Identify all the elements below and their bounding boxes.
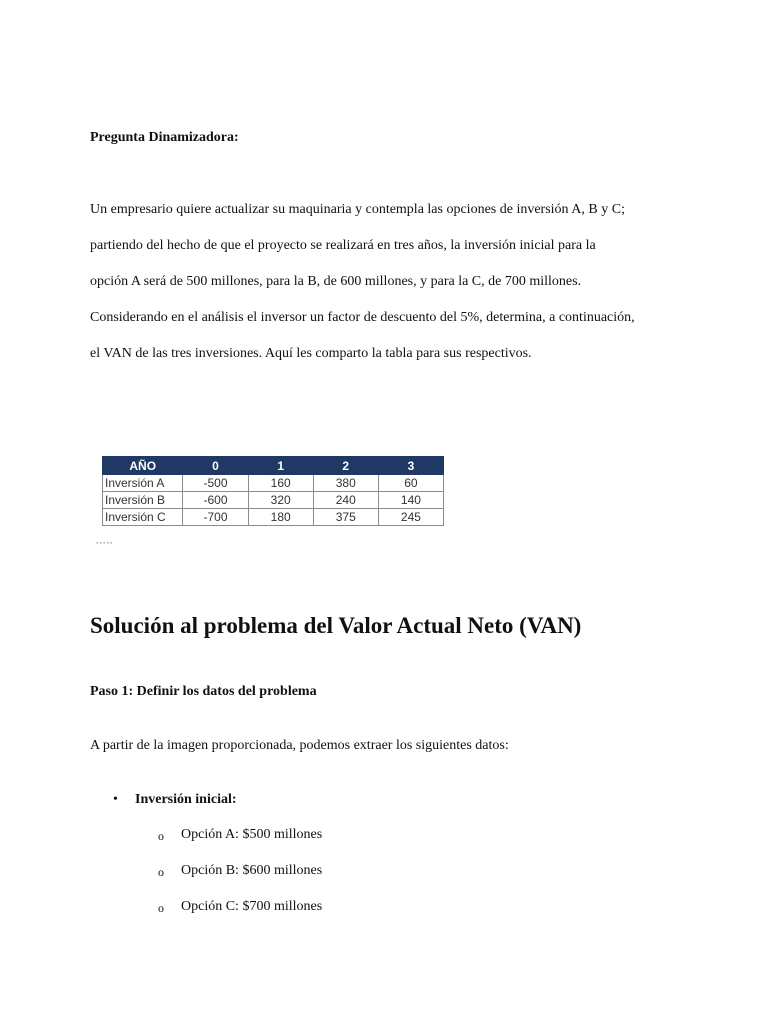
table-cell: 245 xyxy=(378,509,443,526)
sub-item: Opción A: $500 millones xyxy=(181,827,323,842)
table-cell: 240 xyxy=(313,492,378,509)
paragraph-line: opción A será de 500 millones, para la B, de 600 millones, y para la C, de 700 millones. xyxy=(90,274,582,289)
table-cell: 60 xyxy=(378,475,443,492)
table-row xyxy=(103,475,444,492)
table-header-cell: 2 xyxy=(313,457,378,475)
solution-title: Solución al problema del Valor Actual Neto (VAN) xyxy=(90,613,582,638)
table-cell: -500 xyxy=(183,475,248,492)
bullet-label: Inversión inicial: xyxy=(135,792,237,807)
table-row xyxy=(103,509,444,526)
paragraph-line: Un empresario quiere actualizar su maquinaria y contempla las opciones de inversión A, B y C; xyxy=(90,202,625,217)
paragraph-line: Considerando en el análisis el inversor un factor de descuento del 5%, determina, a continuación, xyxy=(90,310,635,325)
paragraph-line: el VAN de las tres inversiones. Aquí les comparto la tabla para sus respectivos. xyxy=(90,346,532,361)
sub-item-marker: o xyxy=(158,865,164,879)
step1-heading: Paso 1: Definir los datos del problema xyxy=(90,684,317,699)
sub-item: Opción C: $700 millones xyxy=(181,899,323,914)
sub-item-marker: o xyxy=(158,901,164,915)
table-cell: 160 xyxy=(248,475,313,492)
table-header-cell: 3 xyxy=(378,457,443,475)
table-cell: Inversión B xyxy=(103,492,183,509)
sub-item-marker: o xyxy=(158,829,164,843)
cropped-caption-fragment: ▪▪▪▪▪ xyxy=(96,540,114,545)
table-cell: Inversión A xyxy=(103,475,183,492)
table-header-cell: 1 xyxy=(248,457,313,475)
table-cell: -700 xyxy=(183,509,248,526)
sub-item: Opción B: $600 millones xyxy=(181,863,323,878)
step1-intro: A partir de la imagen proporcionada, podemos extraer los siguientes datos: xyxy=(90,738,509,753)
table-header-row xyxy=(103,457,444,475)
table-row xyxy=(103,492,444,509)
table-cell: 140 xyxy=(378,492,443,509)
table-header-cell: 0 xyxy=(183,457,248,475)
table-cell: 380 xyxy=(313,475,378,492)
table-cell: 320 xyxy=(248,492,313,509)
investment-table xyxy=(102,456,444,526)
table-cell: 375 xyxy=(313,509,378,526)
table-header-cell: AÑO xyxy=(103,457,183,475)
bullet-marker: • xyxy=(113,792,118,807)
table-cell: -600 xyxy=(183,492,248,509)
paragraph-line: partiendo del hecho de que el proyecto se realizará en tres años, la inversión inicial para la xyxy=(90,238,596,253)
question-heading: Pregunta Dinamizadora: xyxy=(90,130,239,145)
table-cell: Inversión C xyxy=(103,509,183,526)
table-cell: 180 xyxy=(248,509,313,526)
